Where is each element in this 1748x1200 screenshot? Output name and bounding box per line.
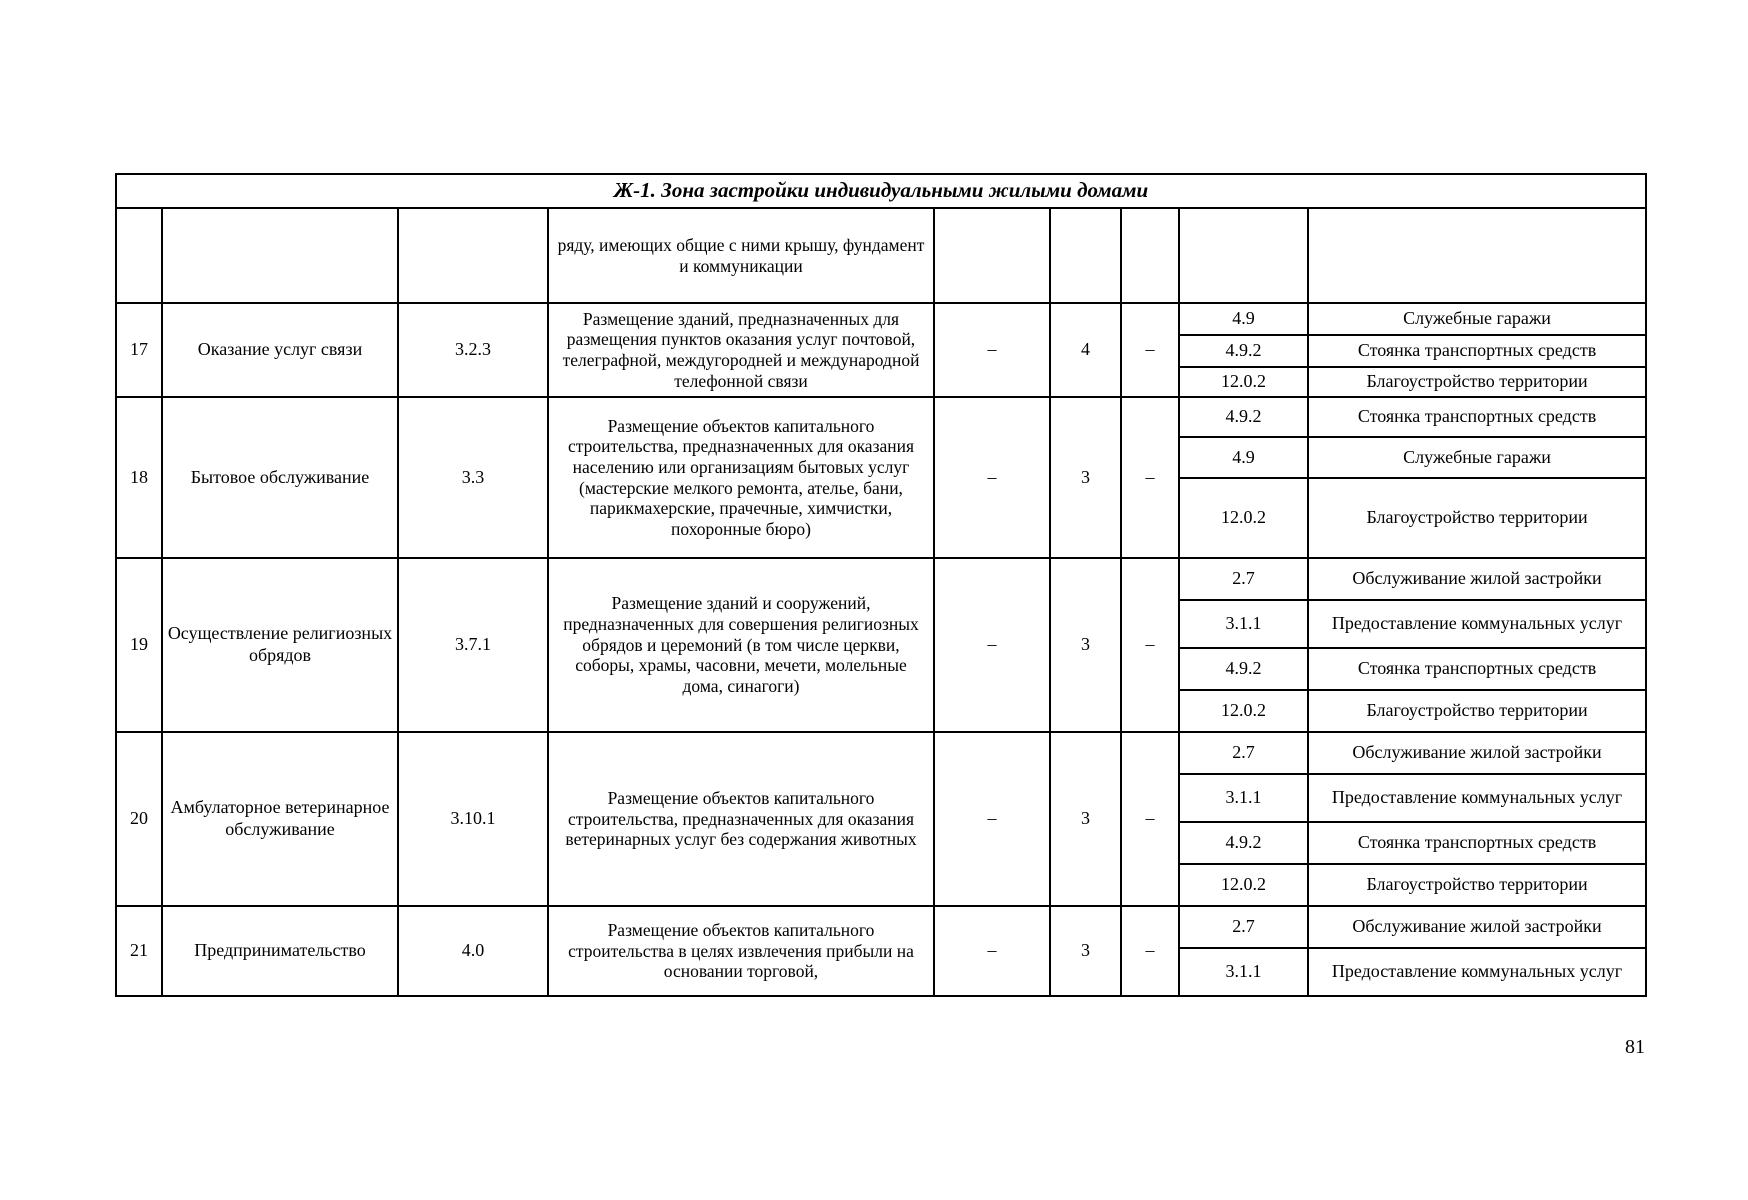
sub-code: 12.0.2 bbox=[1179, 864, 1308, 906]
sub-code: 2.7 bbox=[1179, 732, 1308, 774]
use-name: Амбулаторное ветеринарное обслуживание bbox=[162, 732, 398, 906]
table-cell-empty bbox=[116, 208, 162, 303]
sub-name: Предоставление коммунальных услуг bbox=[1308, 600, 1646, 648]
sub-name: Благоустройство территории bbox=[1308, 690, 1646, 732]
sub-name: Обслуживание жилой застройки bbox=[1308, 906, 1646, 948]
table-row bbox=[116, 906, 1646, 948]
sub-code: 4.9 bbox=[1179, 437, 1308, 478]
table-cell-empty bbox=[1308, 208, 1646, 303]
value-cell: 4 bbox=[1050, 303, 1121, 397]
dash-cell: – bbox=[934, 558, 1050, 732]
sub-code: 2.7 bbox=[1179, 906, 1308, 948]
dash-cell: – bbox=[934, 303, 1050, 397]
value-cell: 3 bbox=[1050, 558, 1121, 732]
table-cell-empty bbox=[1179, 208, 1308, 303]
sub-name: Благоустройство территории bbox=[1308, 478, 1646, 558]
sub-code: 4.9 bbox=[1179, 303, 1308, 335]
continuation-description: ряду, имеющих общие с ними крышу, фундамент и коммуникации bbox=[548, 208, 934, 303]
sub-name: Благоустройство территории bbox=[1308, 864, 1646, 906]
sub-code: 3.1.1 bbox=[1179, 774, 1308, 822]
row-number: 18 bbox=[116, 397, 162, 558]
sub-code: 12.0.2 bbox=[1179, 367, 1308, 397]
sub-name: Обслуживание жилой застройки bbox=[1308, 732, 1646, 774]
table-row bbox=[116, 732, 1646, 774]
value-cell: 3 bbox=[1050, 732, 1121, 906]
sub-code: 4.9.2 bbox=[1179, 648, 1308, 690]
dash-cell: – bbox=[1121, 558, 1179, 732]
table-cell-empty bbox=[934, 208, 1050, 303]
sub-name: Стоянка транспортных средств bbox=[1308, 822, 1646, 864]
use-code: 3.7.1 bbox=[398, 558, 548, 732]
sub-name: Служебные гаражи bbox=[1308, 437, 1646, 478]
sub-name: Стоянка транспортных средств bbox=[1308, 648, 1646, 690]
sub-name: Стоянка транспортных средств bbox=[1308, 335, 1646, 367]
use-name: Оказание услуг связи bbox=[162, 303, 398, 397]
sub-code: 4.9.2 bbox=[1179, 335, 1308, 367]
zone-title: Ж-1. Зона застройки индивидуальными жилыми домами bbox=[116, 174, 1646, 208]
sub-name: Служебные гаражи bbox=[1308, 303, 1646, 335]
dash-cell: – bbox=[1121, 732, 1179, 906]
table-cell-empty bbox=[1121, 208, 1179, 303]
dash-cell: – bbox=[1121, 397, 1179, 558]
use-name: Осуществление религиозных обрядов bbox=[162, 558, 398, 732]
table-cell-empty bbox=[1050, 208, 1121, 303]
use-description: Размещение объектов капитального строительства в целях извлечения прибыли на основании торговой, bbox=[548, 906, 934, 996]
table-row bbox=[116, 303, 1646, 335]
use-code: 4.0 bbox=[398, 906, 548, 996]
value-cell: 3 bbox=[1050, 397, 1121, 558]
sub-code: 3.1.1 bbox=[1179, 600, 1308, 648]
use-name: Предпринимательство bbox=[162, 906, 398, 996]
table-cell-empty bbox=[162, 208, 398, 303]
sub-name: Предоставление коммунальных услуг bbox=[1308, 774, 1646, 822]
continuation-row bbox=[116, 208, 1646, 303]
sub-name: Обслуживание жилой застройки bbox=[1308, 558, 1646, 600]
sub-code: 12.0.2 bbox=[1179, 478, 1308, 558]
use-description: Размещение объектов капитального строительства, предназначенных для оказания населению или организациям бытовых услуг (мастерские мелкого ремонта, ателье, бани, парикмахерские, прачечные, химчистки, похоронные бюро) bbox=[548, 397, 934, 558]
use-name: Бытовое обслуживание bbox=[162, 397, 398, 558]
table-row bbox=[116, 397, 1646, 437]
dash-cell: – bbox=[1121, 906, 1179, 996]
sub-name: Благоустройство территории bbox=[1308, 367, 1646, 397]
sub-code: 2.7 bbox=[1179, 558, 1308, 600]
land-use-table bbox=[115, 173, 1647, 997]
use-description: Размещение зданий и сооружений, предназначенных для совершения религиозных обрядов и церемоний (в том числе церкви, соборы, храмы, часовни, мечети, молельные дома, синагоги) bbox=[548, 558, 934, 732]
row-number: 21 bbox=[116, 906, 162, 996]
sub-code: 4.9.2 bbox=[1179, 397, 1308, 437]
sub-name: Предоставление коммунальных услуг bbox=[1308, 948, 1646, 996]
use-description: Размещение объектов капитального строительства, предназначенных для оказания ветеринарных услуг без содержания животных bbox=[548, 732, 934, 906]
sub-code: 12.0.2 bbox=[1179, 690, 1308, 732]
page-number: 81 bbox=[1625, 1036, 1645, 1058]
row-number: 19 bbox=[116, 558, 162, 732]
sub-code: 3.1.1 bbox=[1179, 948, 1308, 996]
row-number: 17 bbox=[116, 303, 162, 397]
use-code: 3.2.3 bbox=[398, 303, 548, 397]
dash-cell: – bbox=[1121, 303, 1179, 397]
sub-name: Стоянка транспортных средств bbox=[1308, 397, 1646, 437]
value-cell: 3 bbox=[1050, 906, 1121, 996]
table-row bbox=[116, 558, 1646, 600]
table-cell-empty bbox=[398, 208, 548, 303]
use-code: 3.10.1 bbox=[398, 732, 548, 906]
dash-cell: – bbox=[934, 397, 1050, 558]
dash-cell: – bbox=[934, 906, 1050, 996]
dash-cell: – bbox=[934, 732, 1050, 906]
zone-header-row bbox=[116, 174, 1646, 208]
row-number: 20 bbox=[116, 732, 162, 906]
use-description: Размещение зданий, предназначенных для размещения пунктов оказания услуг почтовой, телеграфной, междугородней и международной телефонной связи bbox=[548, 303, 934, 397]
use-code: 3.3 bbox=[398, 397, 548, 558]
sub-code: 4.9.2 bbox=[1179, 822, 1308, 864]
